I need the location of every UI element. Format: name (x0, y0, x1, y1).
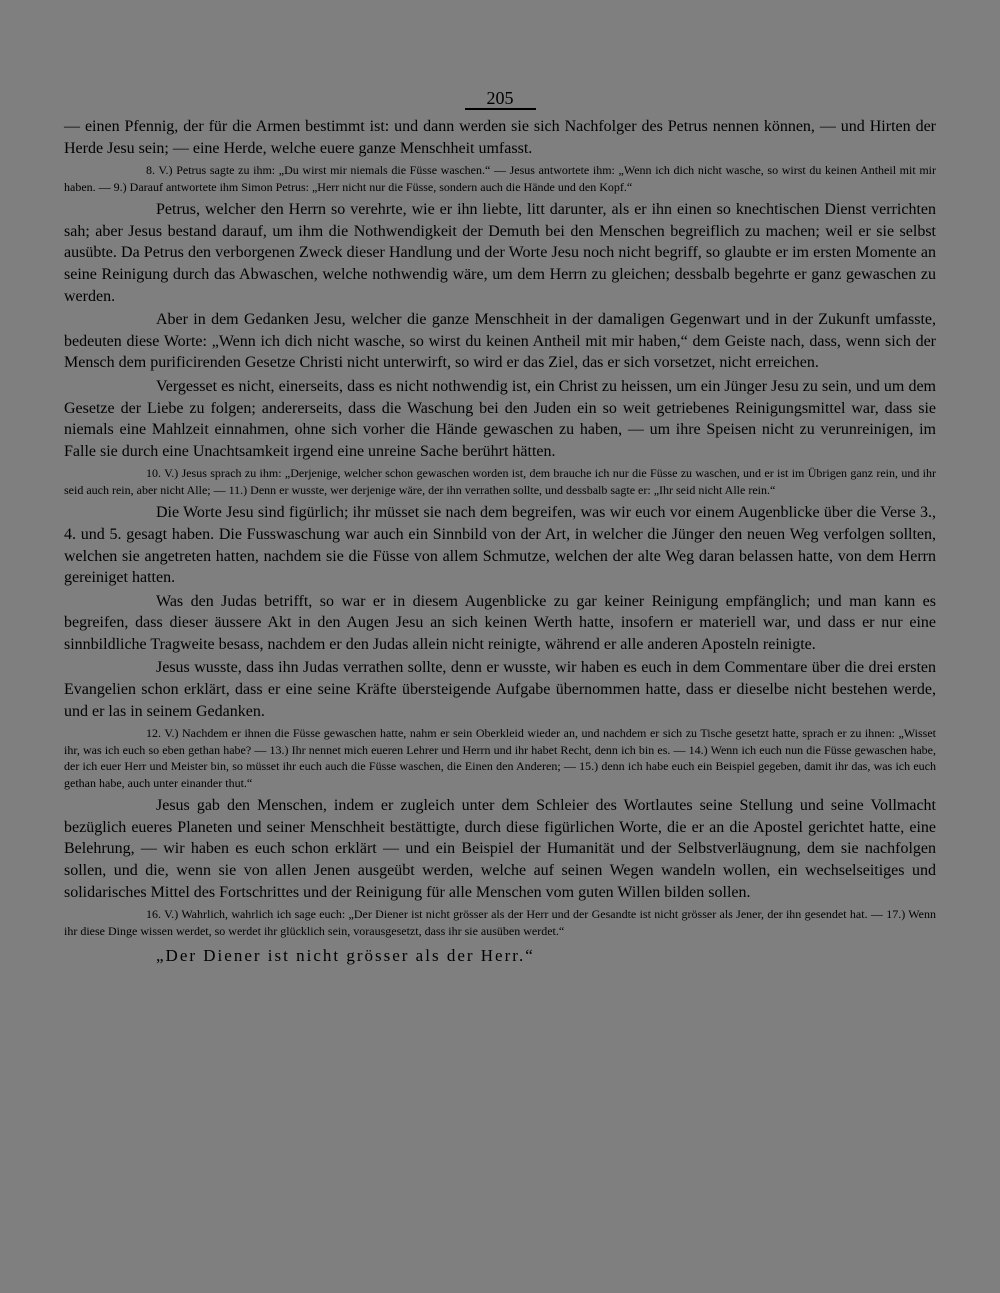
paragraph: — einen Pfennig, der für die Armen bestimmt ist: und dann werden sie sich Nachfolger des Petrus nennen können, — und Hirten der Herde Jesu sein; — eine Herde, welche euere ganze Menschheit umfasst. (64, 118, 936, 157)
closing-quotation: „Der Diener ist nicht grösser als der Herr.“ (156, 946, 535, 966)
verse-quotation: 16. V.) Wahrlich, wahrlich ich sage euch: „Der Diener ist nicht grösser als der Herr und der Gesandte ist nicht grösser als Jener, der ihn gesendet hat. — 17.) Wenn ihr diese Dinge wissen werdet, so werdet ihr glücklich sein, vorausgesetzt, dass ihr sie ausüben werdet.“ (64, 907, 936, 938)
page-number: 205 (64, 88, 936, 110)
page-text (64, 116, 936, 967)
paragraph: Die Worte Jesu sind figürlich; ihr müsset sie nach dem begreifen, was wir euch vor einem Augenblicke über die Verse 3., 4. und 5. gesagt haben. Die Fusswaschung war auch ein Sinnbild von der Art, in welcher die Jünger den neuen Weg verfolgen sollten, welchen sie angetreten hatten, nachdem sie die Füsse von allem Schmutze, welchen der alte Weg daran belassen hatte, von dem Herrn gereiniget hatten. (64, 504, 936, 587)
verse-quotation: 12. V.) Nachdem er ihnen die Füsse gewaschen hatte, nahm er sein Oberkleid wieder an, und nachdem er sich zu Tische gesetzt hatte, sprach er zu ihnen: „Wisset ihr, was ich euch so eben gethan habe? — 13.) Ihr nennet mich eueren Lehrer und Herrn und ihr habet Recht, denn ich bin es. — 14.) Wenn ich euch nun die Füsse gewaschen habe, der ich euer Herr und Meister bin, so müsset ihr euch auch die Füsse waschen, die Einen den Anderen; — 15.) denn ich habe euch ein Beispiel gegeben, damit ihr das, was ich euch gethan habe, auch unter einander thut.“ (64, 726, 936, 790)
paragraph: Aber in dem Gedanken Jesu, welcher die ganze Menschheit in der damaligen Gegenwart und in der Zukunft umfasste, bedeuten diese Worte: „Wenn ich dich nicht wasche, so wirst du keinen Antheil mit mir haben,“ dem Geiste nach, dass, wenn sich der Mensch dem purificirenden Gesetze Christi nicht unterwirft, so wird er das Ziel, das er sich vorsetzet, nicht erreichen. (64, 311, 936, 372)
verse-quotation: 10. V.) Jesus sprach zu ihm: „Derjenige, welcher schon gewaschen worden ist, dem brauche ich nur die Füsse zu waschen, und er ist im Übrigen ganz rein, und ihr seid auch rein, aber nicht Alle; — 11.) Denn er wusste, wer derjenige wäre, der ihn verrathen sollte, und dessbalb sagte er: „Ihr seid nicht Alle rein.“ (64, 466, 936, 497)
book-page (64, 88, 936, 967)
paragraph: Vergesset es nicht, einerseits, dass es nicht nothwendig ist, ein Christ zu heissen, um ein Jünger Jesu zu sein, und um dem Gesetze der Liebe zu folgen; andererseits, dass die Waschung bei den Juden ein so weit getriebenes Reinigungsmittel war, dass sie niemals eine Mahlzeit einnahmen, ohne sich vorher die Hände gewaschen zu haben, — um ihre Speisen nicht zu verunreinigen, im Falle sie durch eine Unachtsamkeit irgend eine unreine Sache berührt hätten. (64, 377, 936, 460)
paragraph: Was den Judas betrifft, so war er in diesem Augenblicke zu gar keiner Reinigung empfänglich; und man kann es begreifen, dass dieser äussere Akt in den Augen Jesu an sich keinen Werth hatte, insofern er materiell war, und dass er nur eine sinnbildliche Tragweite besass, nachdem er den Judas allein nicht reinigte, während er alle anderen Aposteln reinigte. (64, 592, 936, 653)
paragraph: Jesus wusste, dass ihn Judas verrathen sollte, denn er wusste, wir haben es euch in dem Commentare über die drei ersten Evangelien schon erklärt, dass er eine seine Kräfte übersteigende Aufgabe übernommen hatte, dass er dieselbe nicht bestehen werde, und er las in seinem Gedanken. (64, 659, 936, 720)
paragraph: Petrus, welcher den Herrn so verehrte, wie er ihn liebte, litt darunter, als er ihn einen so knechtischen Dienst verrichten sah; aber Jesus bestand darauf, um ihm die Nothwendigkeit der Demuth bei den Menschen begreiflich zu machen; weil er sie selbst ausübte. Da Petrus den verborgenen Zweck dieser Handlung und der Worte Jesu noch nicht begriff, so glaubte er im ersten Momente an seine Reinigung durch das Abwaschen, welche nothwendig wäre, um dem Herrn zu gleichen; dessbalb begehrte er ganz gewaschen zu werden. (64, 201, 936, 305)
paragraph: Jesus gab den Menschen, indem er zugleich unter dem Schleier des Wortlautes seine Stellung und seine Vollmacht bezüglich eueres Planeten und seiner Menschheit bestättigte, durch diese figürlichen Worte, die er an die Apostel gerichtet hatte, eine Belehrung, — wir haben es euch schon erklärt — und ein Beispiel der Humanität und der Selbstverläugnung, dem sie nachfolgen sollen, und die, wenn sie von allen Jenen ausgeübt werden, welche auf seinen Wegen wandeln wollen, ein wechselseitiges und solidarisches Mittel des Fortschrittes und der Reinigung für alle Menschen vom guten Willen bilden sollen. (64, 797, 936, 901)
verse-quotation: 8. V.) Petrus sagte zu ihm: „Du wirst mir niemals die Füsse waschen.“ — Jesus antwortete ihm: „Wenn ich dich nicht wasche, so wirst du keinen Antheil mit mir haben. — 9.) Darauf antwortete ihm Simon Petrus: „Herr nicht nur die Füsse, sondern auch die Hände und den Kopf.“ (64, 163, 936, 194)
